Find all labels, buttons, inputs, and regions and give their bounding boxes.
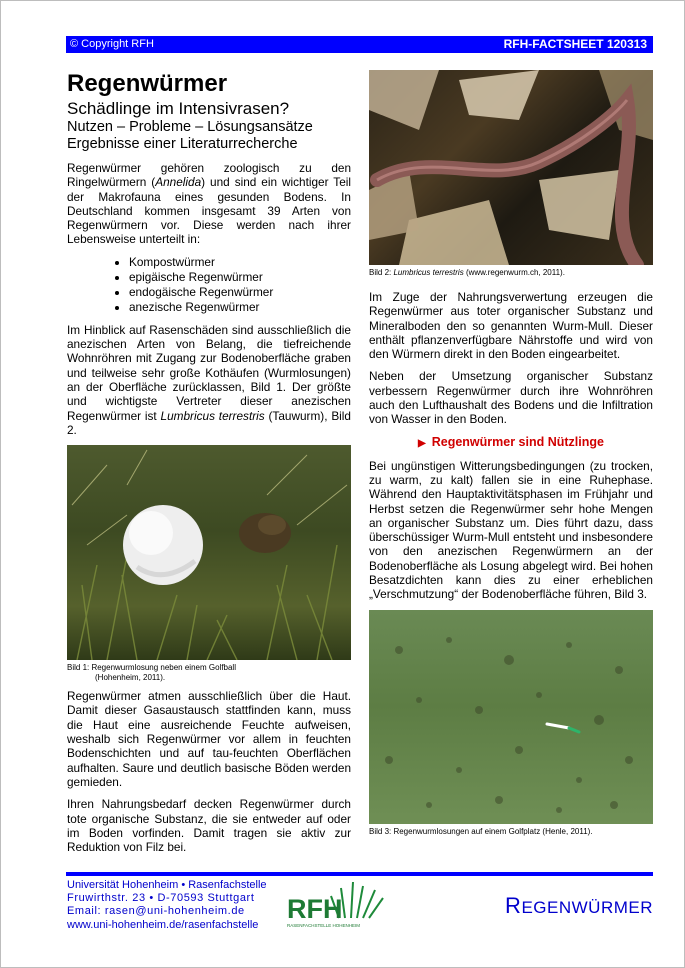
footer-contact — [67, 879, 267, 932]
caption-bild-1-text: Bild 1: Regenwurmlosung neben einem Golfball — [67, 663, 236, 673]
intro-paragraph — [67, 161, 351, 247]
rfh-logo-text: RFH — [287, 894, 343, 924]
golfball-photo — [67, 445, 351, 660]
caption-bild-2-text-b: (www.regenwurm.ch, 2011). — [463, 268, 565, 277]
soil-improvement-paragraph: Neben der Umsetzung organischer Substanz verbessern Regenwürmer durch ihre Wohnröhren auch den Lufthaushalt des Bodens und die Infiltration von Wasser in den Boden. — [369, 369, 653, 427]
footer-title-initial: R — [505, 893, 522, 918]
anecic-paragraph — [67, 323, 351, 437]
footer-email[interactable]: Email: rasen@uni-hohenheim.de — [67, 905, 245, 918]
worm-types-list — [67, 255, 351, 315]
factsheet-id: RFH-FACTSHEET 120313 — [503, 37, 647, 51]
copyright-label: © Copyright RFH — [70, 38, 154, 50]
subhead-results: Ergebnisse einer Literaturrecherche — [67, 136, 298, 152]
footer-institution: Universität Hohenheim • Rasenfachstelle — [67, 879, 267, 891]
anecic-text-b: (Tauwurm), Bild 2. — [67, 408, 351, 437]
section-heading — [369, 435, 653, 449]
earthworm-scene-icon — [369, 70, 653, 265]
header-bar — [66, 36, 653, 53]
footer-title-rest: EGENWÜRMER — [521, 898, 653, 917]
golf-course-scene-icon — [369, 610, 653, 824]
list-item: • Kompostwürmer — [129, 255, 351, 270]
worm-mull-paragraph: Im Zuge der Nahrungsverwertung erzeugen die Regenwürmer aus toter organischer Substanz und Mineralboden den so genannten Wurm-Mull. Dieser enthält pflanzenverfügbare Nährstoffe und wird von den Würmern direkt in den Boden eingearbeitet. — [369, 290, 653, 362]
rfh-logo-icon — [283, 878, 391, 930]
caption-bild-2-italic: Lumbricus terrestris — [393, 268, 464, 277]
earthworm-photo — [369, 70, 653, 265]
nutrition-paragraph: Ihren Nahrungsbedarf decken Regenwürmer durch tote organische Substanz, die sie entweder auf oder im Boden vorfinden. Damit tragen sie aktiv zur Reduktion von Filz bei. — [67, 797, 351, 855]
rfh-logo-subtext: RASENFACHSTELLE HOHENHEIM — [287, 923, 361, 928]
caption-bild-3: Bild 3: Regenwurmlosungen auf einem Golfplatz (Henle, 2011). — [369, 826, 593, 836]
caption-bild-1-source: (Hohenheim, 2011). — [95, 673, 166, 683]
subhead-topics: Nutzen – Probleme – Lösungsansätze — [67, 119, 313, 135]
footer-rule — [66, 872, 653, 876]
breathing-paragraph: Regenwürmer atmen ausschließlich über die Haut. Damit dieser Gasaustausch stattfinden kann, muss die Haut eine ausreichende Feuchte aufweisen, weshalb sich Regenwürmer vor allem in feuchten Bodenschichten und auf tau-feuchten Oberflächen aufhalten. Saure und deutlich basische Böden werden gemieden. — [67, 689, 351, 789]
arrow-right-icon: ▶ — [418, 437, 426, 449]
right-column — [369, 70, 653, 843]
left-column — [67, 70, 351, 862]
caption-bild-1 — [67, 663, 351, 683]
footer-title — [505, 893, 653, 919]
anecic-text-a: Im Hinblick auf Rasenschäden sind ausschließlich die anezischen Arten von Belang, die tiefreichende Wohnröhren mit Zugang zur Bodenoberfläche graben und teilweise sehr große Kothäufen (Wurmlosungen) an der Oberfläche zurücklassen, Bild 1. Der größte und wichtigste Vertreter dieser anezischen Regenwürmer ist — [67, 322, 351, 423]
page-subtitle: Schädlinge im Intensivrasen? — [67, 99, 290, 118]
footer-address: Fruwirthstr. 23 • D-70593 Stuttgart — [67, 892, 255, 905]
caption-bild-2-text-a: Bild 2: — [369, 268, 394, 277]
section-heading-text: Regenwürmer sind Nützlinge — [431, 434, 604, 449]
rest-phase-paragraph: Bei ungünstigen Witterungsbedingungen (zu trocken, zu warm, zu kalt) fallen sie in eine Ruhephase. Während den Hauptaktivitätsphasen im Frühjahr und Herbst setzen die Regenwürmer sehr hohe Mengen an organischer Substanz um. Dies führt dazu, dass überschüssiger Wurm-Mull entsteht und insbesondere von den anezischen Regenwürmern an der Bodenoberfläche als Losung abgelegt wird. Bei hohen Besatzdichten kann dies zu einer erheblichen „Verschmutzung“ der Bodenoberfläche führen, Bild 3. — [369, 458, 653, 602]
golfball-scene-icon — [67, 445, 351, 660]
rfh-logo — [283, 878, 391, 930]
intro-text-b: ) und sind ein wichtiger Teil der Makrofauna eines gesunden Bodens. In Deutschland kommen insgesamt 39 Arten von Regenwürmern vor. Diese werden nach ihrer Lebensweise unterteilt in: — [67, 175, 351, 247]
anecic-text-italic: Lumbricus terrestris — [160, 408, 265, 423]
intro-text-a: Regenwürmer gehören zoologisch zu den Ringelwürmern ( — [67, 161, 351, 190]
intro-text-italic: Annelida — [155, 175, 202, 190]
caption-bild-2 — [369, 268, 653, 278]
list-item: • anezische Regenwürmer — [129, 300, 351, 315]
page-title: Regenwürmer — [67, 70, 228, 97]
footer-website[interactable]: www.uni-hohenheim.de/rasenfachstelle — [67, 918, 259, 931]
list-item: • epigäische Regenwürmer — [129, 270, 351, 285]
golf-course-photo — [369, 610, 653, 824]
list-item: • endogäische Regenwürmer — [129, 285, 351, 300]
